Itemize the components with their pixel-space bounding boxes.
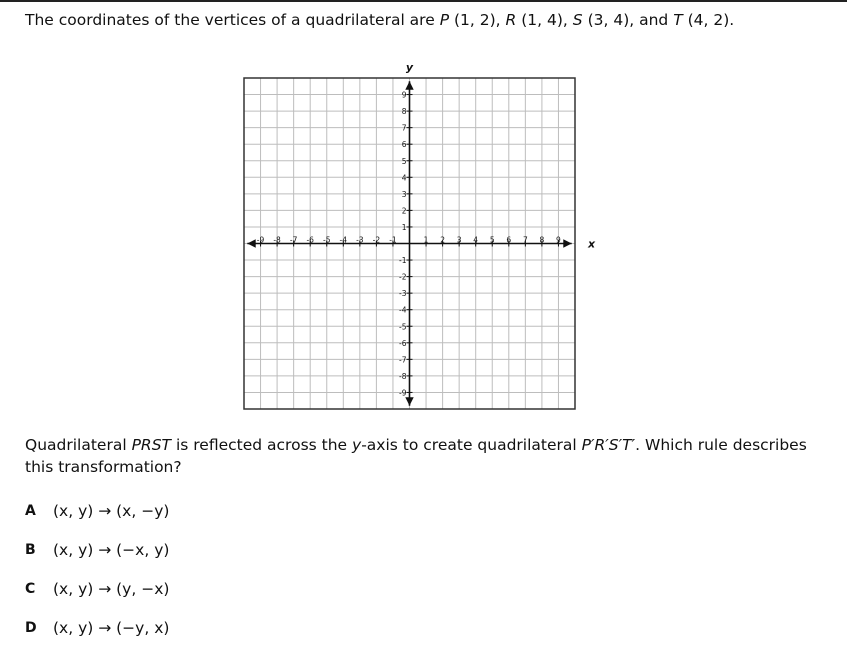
- choice-b[interactable]: [25, 538, 169, 562]
- stem-end: .: [729, 11, 735, 29]
- y-tick-label: 5: [401, 156, 407, 166]
- x-tick-label: -3: [356, 235, 364, 245]
- y-tick-label: -8: [399, 371, 407, 381]
- x-tick-label: 1: [423, 235, 429, 245]
- vertex-s-coords: (3, 4): [587, 11, 630, 29]
- choice-a[interactable]: [25, 499, 169, 523]
- question-axis: y: [352, 436, 362, 454]
- x-tick-label: 7: [522, 235, 528, 245]
- question-part4: . Which rule describes this transformation?: [25, 436, 807, 476]
- vertex-p-coords: (1, 2): [453, 11, 496, 29]
- vertex-t-coords: (4, 2): [687, 11, 730, 29]
- x-tick-label: -7: [289, 235, 298, 245]
- vertex-r-name: R: [505, 11, 517, 29]
- choice-c[interactable]: [25, 577, 169, 601]
- x-tick-label: 5: [489, 235, 495, 245]
- choice-b-rule: (x, y) → (−x, y): [53, 541, 170, 559]
- stem-text: The coordinates of the vertices of a quadrilateral are: [25, 11, 435, 29]
- vertex-r-coords: (1, 4): [521, 11, 563, 29]
- stem-separator: ,: [562, 11, 568, 29]
- y-axis-label: y: [405, 61, 414, 74]
- coordinate-grid: [226, 58, 606, 417]
- x-tick-label: 6: [506, 235, 512, 245]
- y-tick-label: 2: [401, 206, 407, 216]
- y-tick-label: -9: [399, 388, 407, 398]
- x-tick-label: -8: [273, 235, 281, 245]
- x-tick-label: -2: [372, 235, 381, 245]
- y-tick-label: -2: [399, 272, 407, 282]
- choice-c-rule: (x, y) → (y, −x): [53, 580, 170, 598]
- question-part2: is reflected across the: [175, 436, 348, 454]
- vertex-s-name: S: [572, 11, 583, 29]
- question-image: P′R′S′T′: [581, 436, 636, 454]
- y-tick-label: -7: [399, 355, 407, 365]
- x-tick-label: 8: [539, 235, 545, 245]
- x-axis-arrow-right: [563, 239, 571, 247]
- x-axis-label: x: [588, 237, 596, 251]
- choice-b-letter: B: [25, 542, 36, 558]
- question-part3: -axis to create quadrilateral: [361, 436, 577, 454]
- y-tick-label: 8: [401, 107, 407, 117]
- choice-d-rule: (x, y) → (−y, x): [53, 619, 170, 637]
- question-part1: Quadrilateral: [25, 436, 127, 454]
- y-tick-label: -6: [399, 338, 407, 348]
- y-tick-label: 9: [401, 90, 407, 100]
- question-stem: [25, 9, 835, 31]
- question-text: [25, 434, 825, 478]
- stem-separator: , and: [629, 11, 669, 29]
- choice-c-letter: C: [25, 581, 36, 597]
- coordinate-plane-svg: [226, 58, 606, 413]
- x-tick-label: -5: [323, 235, 331, 245]
- y-tick-label: 4: [401, 173, 407, 183]
- x-tick-label: -9: [256, 235, 265, 245]
- y-tick-label: -1: [399, 256, 407, 266]
- x-tick-label: -6: [306, 235, 314, 245]
- y-axis-arrow-up: [405, 81, 413, 89]
- stem-separator: ,: [495, 11, 501, 29]
- x-tick-label: 2: [440, 235, 445, 245]
- top-border: [0, 0, 847, 2]
- x-tick-label: 4: [473, 235, 479, 245]
- vertex-t-name: T: [673, 11, 683, 29]
- x-axis-arrow-left: [247, 239, 255, 247]
- y-tick-label: 1: [401, 222, 407, 232]
- y-tick-label: -4: [399, 305, 407, 315]
- y-tick-label: 3: [401, 189, 407, 199]
- y-tick-label: -5: [399, 322, 407, 332]
- y-tick-label: 6: [401, 140, 407, 150]
- choice-a-rule: (x, y) → (x, −y): [53, 502, 170, 520]
- x-tick-label: -1: [389, 235, 397, 245]
- choice-a-letter: A: [25, 503, 36, 519]
- y-tick-label: -3: [399, 289, 407, 299]
- y-axis-arrow-down: [405, 397, 413, 405]
- question-shape: PRST: [131, 436, 172, 454]
- y-tick-label: 7: [401, 123, 407, 133]
- x-tick-label: 9: [556, 235, 561, 245]
- choice-d-letter: D: [25, 620, 37, 636]
- x-tick-label: -4: [339, 235, 348, 245]
- choice-d[interactable]: [25, 616, 169, 640]
- x-tick-label: 3: [456, 235, 462, 245]
- vertex-p-name: P: [439, 11, 450, 29]
